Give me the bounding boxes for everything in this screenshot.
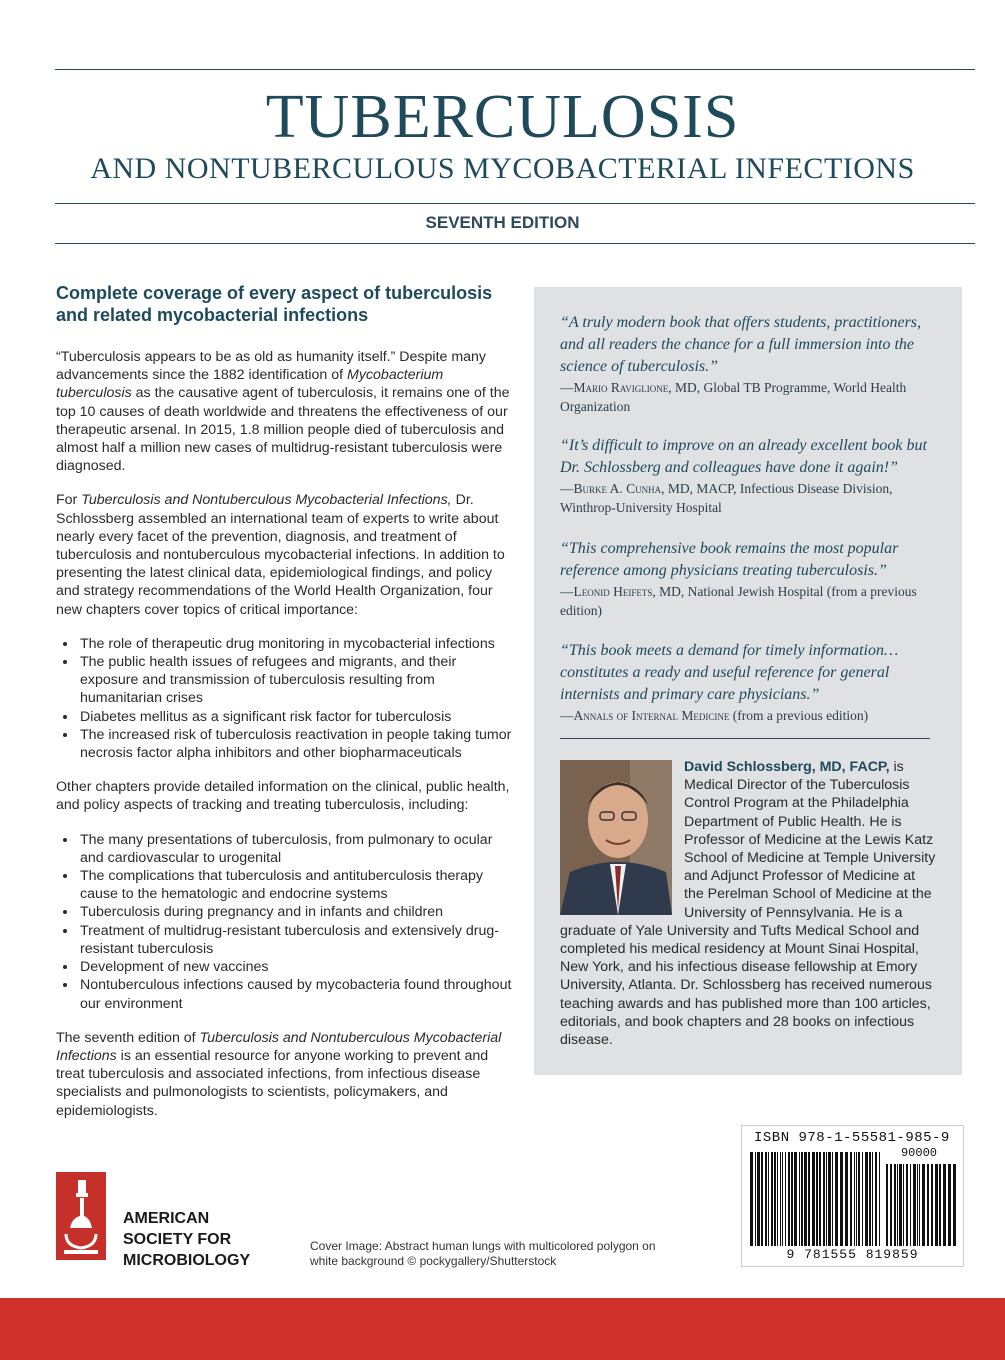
barcode-bar xyxy=(903,1164,904,1246)
list-item: • The role of therapeutic drug monitoring in mycobacterial infections xyxy=(78,635,516,653)
publisher-line-3: MICROBIOLOGY xyxy=(123,1252,251,1269)
quote-affiliation: , MD, MACP, Infectious Disease Division, Winthrop-University Hospital xyxy=(560,481,893,515)
author-name: David Schlossberg, MD, FACP, xyxy=(684,759,890,775)
barcode-bar xyxy=(791,1152,793,1246)
barcode-bar xyxy=(794,1152,797,1246)
barcode-bar xyxy=(799,1152,800,1246)
photo-space xyxy=(560,758,684,918)
barcode-bar xyxy=(862,1152,863,1246)
barcode-bar xyxy=(777,1152,778,1246)
para2-italic: Tuberculosis and Nontuberculous Mycobacterial Infections, xyxy=(81,492,452,509)
barcode-bars xyxy=(750,1152,880,1252)
barcode-bar xyxy=(939,1164,941,1246)
top-rule xyxy=(55,69,975,70)
barcode-bar xyxy=(823,1152,825,1246)
quote-text: “A truly modern book that offers students, practitioners, and all readers the chance for a full immersion into the science of tuberculosis.” xyxy=(560,314,922,375)
list-item: • Tuberculosis during pregnancy and in infants and children xyxy=(78,903,516,921)
barcode-bar xyxy=(785,1152,786,1246)
quote-attribution xyxy=(560,378,940,416)
barcode-bar xyxy=(886,1164,888,1246)
barcode-bar xyxy=(872,1152,873,1246)
barcode-bar xyxy=(840,1152,843,1246)
publisher-name xyxy=(123,1208,250,1271)
barcode-bar xyxy=(919,1164,920,1246)
endorsement-quote xyxy=(560,435,940,517)
barcode-bar xyxy=(879,1152,880,1246)
barcode-bar xyxy=(890,1164,892,1246)
barcode-bar xyxy=(953,1164,956,1246)
headline: Complete coverage of every aspect of tuberculosis and related mycobacterial infections xyxy=(56,283,493,325)
asm-logo-icon xyxy=(56,1172,106,1260)
endorsement-quote xyxy=(560,640,940,725)
quote-author: —Mario Raviglione xyxy=(560,380,669,395)
para2-rest: Dr. Schlossberg assembled an international team of experts to write about nearly every facet of the prevention, diagnosis, and treatment of tuberculosis and nontuberculous mycobacterial infections. In addition to presenting the latest clinical data, epidemiological findings, and policy and strategy recommendations of the World Health Organization, four new chapters cover topics of critical importance: xyxy=(56,492,505,618)
list-item: • Nontuberculous infections caused by mycobacteria found throughout our environment xyxy=(78,976,516,1012)
barcode-bar xyxy=(832,1152,833,1246)
barcode-bar xyxy=(899,1164,902,1246)
barcode-bar xyxy=(927,1164,929,1246)
isbn-barcode xyxy=(741,1125,964,1267)
paragraph-3: Other chapters provide detailed information on the clinical, public health, and policy aspects of tracking and treating tuberculosis, including: xyxy=(56,779,510,814)
panel-divider xyxy=(560,738,930,739)
bottom-color-band xyxy=(0,1298,1005,1360)
ean-number: 9 781555 819859 xyxy=(786,1247,919,1262)
quote-text: “It’s difficult to improve on an already excellent book but Dr. Schlossberg and colleagues have done it again!” xyxy=(560,437,927,476)
edition-label: SEVENTH EDITION xyxy=(425,213,580,232)
description-column xyxy=(56,282,516,1136)
barcode-bar xyxy=(804,1152,807,1246)
isbn-number: ISBN 978-1-55581-985-9 xyxy=(754,1130,950,1146)
list-item: • The increased risk of tuberculosis reactivation in people taking tumor necrosis factor alpha inhibitors and other biopharmaceuticals xyxy=(78,726,516,762)
barcode-bar xyxy=(948,1164,951,1246)
barcode-bar xyxy=(755,1152,756,1246)
barcode-bar xyxy=(917,1164,918,1246)
paragraph-2 xyxy=(56,491,516,618)
cover-image-credit: Cover Image: Abstract human lungs with multicolored polygon on white background © pockygallery/Shutterstock xyxy=(310,1239,656,1268)
barcode-bar xyxy=(774,1152,776,1246)
barcode-bar xyxy=(913,1164,916,1246)
barcode-bar xyxy=(845,1152,848,1246)
barcode-bar xyxy=(812,1152,815,1246)
list-item: • The many presentations of tuberculosis, from pulmonary to ocular and cardiovascular to urogenital xyxy=(78,831,516,867)
other-chapters-list xyxy=(56,831,516,1013)
list-item: • The public health issues of refugees and migrants, and their exposure and transmission of tuberculosis resulting from humanitarian crises xyxy=(78,653,516,708)
quote-text: “This comprehensive book remains the most popular reference among physicians treating tuberculosis.” xyxy=(560,540,899,579)
barcode-bar xyxy=(850,1152,852,1246)
barcode-bar xyxy=(922,1164,925,1246)
para4-rest: is an essential resource for anyone working to prevent and treat tuberculosis and associated infections, from infectious disease specialists and pulmonologists to scientists, policymakers, and epidemiologists. xyxy=(56,1047,489,1119)
quote-text: “This book meets a demand for timely information… constitutes a ready and useful reference for general internists and primary care physicians.” xyxy=(560,642,899,703)
barcode-bar xyxy=(816,1152,818,1246)
list-item: • The complications that tuberculosis and antituberculosis therapy cause to the hematologic and endocrine systems xyxy=(78,867,516,903)
barcode-bar xyxy=(801,1152,803,1246)
quote-author: —Annals of Internal Medicine xyxy=(560,708,730,723)
list-item: • Treatment of multidrug-resistant tuberculosis and extensively drug-resistant tuberculosis xyxy=(78,922,516,958)
barcode-bar xyxy=(935,1164,938,1246)
quote-affiliation: , MD, Global TB Programme, World Health Organization xyxy=(560,380,907,414)
barcode-bar xyxy=(819,1152,821,1246)
barcode-bar xyxy=(771,1152,773,1246)
publisher-line-1: AMERICAN xyxy=(123,1210,210,1227)
barcode-bar xyxy=(875,1152,877,1246)
edition-top-rule xyxy=(55,203,975,204)
barcode-bar xyxy=(765,1152,767,1246)
new-chapters-list xyxy=(56,635,516,762)
barcode-bar xyxy=(869,1152,871,1246)
intro-italic: Mycobacterium tuberculosis xyxy=(56,367,444,402)
intro-paragraph xyxy=(56,348,516,475)
quote-affiliation: , MD, National Jewish Hospital (from a previous edition) xyxy=(560,584,917,618)
price-addon-number: 90000 xyxy=(900,1146,937,1160)
book-subtitle: AND NONTUBERCULOUS MYCOBACTERIAL INFECTIONS xyxy=(90,152,915,185)
book-title: TUBERCULOSIS xyxy=(265,83,740,151)
barcode-bar xyxy=(761,1152,763,1246)
barcode-bar xyxy=(894,1164,896,1246)
quote-author: —Burke A. Cunha xyxy=(560,481,662,496)
barcode-bar xyxy=(750,1152,753,1246)
barcode-bar xyxy=(943,1164,946,1246)
paragraph-4 xyxy=(56,1029,516,1120)
barcode-bar xyxy=(897,1164,898,1246)
edition-bottom-rule xyxy=(55,243,975,244)
endorsement-quote xyxy=(560,312,940,416)
list-item: • Development of new vaccines xyxy=(78,958,516,976)
endorsement-quote xyxy=(560,538,940,620)
barcode-bar xyxy=(835,1152,838,1246)
intro-text-2: as the causative agent of tuberculosis, it remains one of the top 10 causes of death worldwide and threatens the effectiveness of our therapeutic arsenal. In 2015, 1.8 million people died of tuberculosis and almost half a million new cases of multidrug-resistant tuberculosis were diagnosed. xyxy=(56,385,510,475)
quote-author: —Leonid Heifets xyxy=(560,584,653,599)
quote-attribution xyxy=(560,479,940,517)
barcode-bar xyxy=(768,1152,769,1246)
barcode-bar xyxy=(780,1152,781,1246)
para2-prefix: For xyxy=(56,492,82,509)
barcode-bar xyxy=(910,1164,911,1246)
barcode-bar xyxy=(858,1152,860,1246)
quote-attribution xyxy=(560,582,940,620)
barcode-bar xyxy=(856,1152,857,1246)
para4-italic: Tuberculosis and Nontuberculous Mycobacterial Infections xyxy=(56,1029,502,1064)
list-item: • Diabetes mellitus as a significant risk factor for tuberculosis xyxy=(78,708,516,726)
quote-affiliation: (from a previous edition) xyxy=(729,708,869,723)
endorsements-panel xyxy=(534,287,962,1075)
barcode-bar xyxy=(854,1152,855,1246)
author-bio-text: is Medical Director of the Tuberculosis Control Program at the Philadelphia Department of Public Health. He is Professor of Medicine at the Lewis Katz School of Medicine at Temple University and Adjunct Professor of Medicine at the Perelman School of Medicine at the University of Pennsylvania. He is a graduate of Yale University and Tufts Medical School and completed his medical residency at Mount Sinai Hospital, New York, and his infectious disease fellowship at Emory University, Atlanta. Dr. Schlossberg has received numerous teaching awards and has published more than 100 articles, editorials, and book chapters and 28 books on infectious disease. xyxy=(560,759,936,1049)
para4-prefix: The seventh edition of xyxy=(56,1029,200,1046)
barcode-bar xyxy=(782,1152,783,1246)
barcode-bar xyxy=(865,1152,868,1246)
barcode-addon-bars xyxy=(886,1164,956,1252)
barcode-bar xyxy=(808,1152,810,1246)
publisher-line-2: SOCIETY FOR xyxy=(123,1231,232,1248)
barcode-bar xyxy=(788,1152,790,1246)
barcode-bar xyxy=(757,1152,760,1246)
barcode-bar xyxy=(906,1164,908,1246)
barcode-bar xyxy=(826,1152,827,1246)
barcode-bar xyxy=(828,1152,831,1246)
barcode-bar xyxy=(931,1164,933,1246)
intro-text-1: “Tuberculosis appears to be as old as humanity itself.” Despite many advancements since the 1882 identification of xyxy=(56,349,487,384)
quote-attribution xyxy=(560,706,940,725)
author-bio xyxy=(560,758,938,1049)
